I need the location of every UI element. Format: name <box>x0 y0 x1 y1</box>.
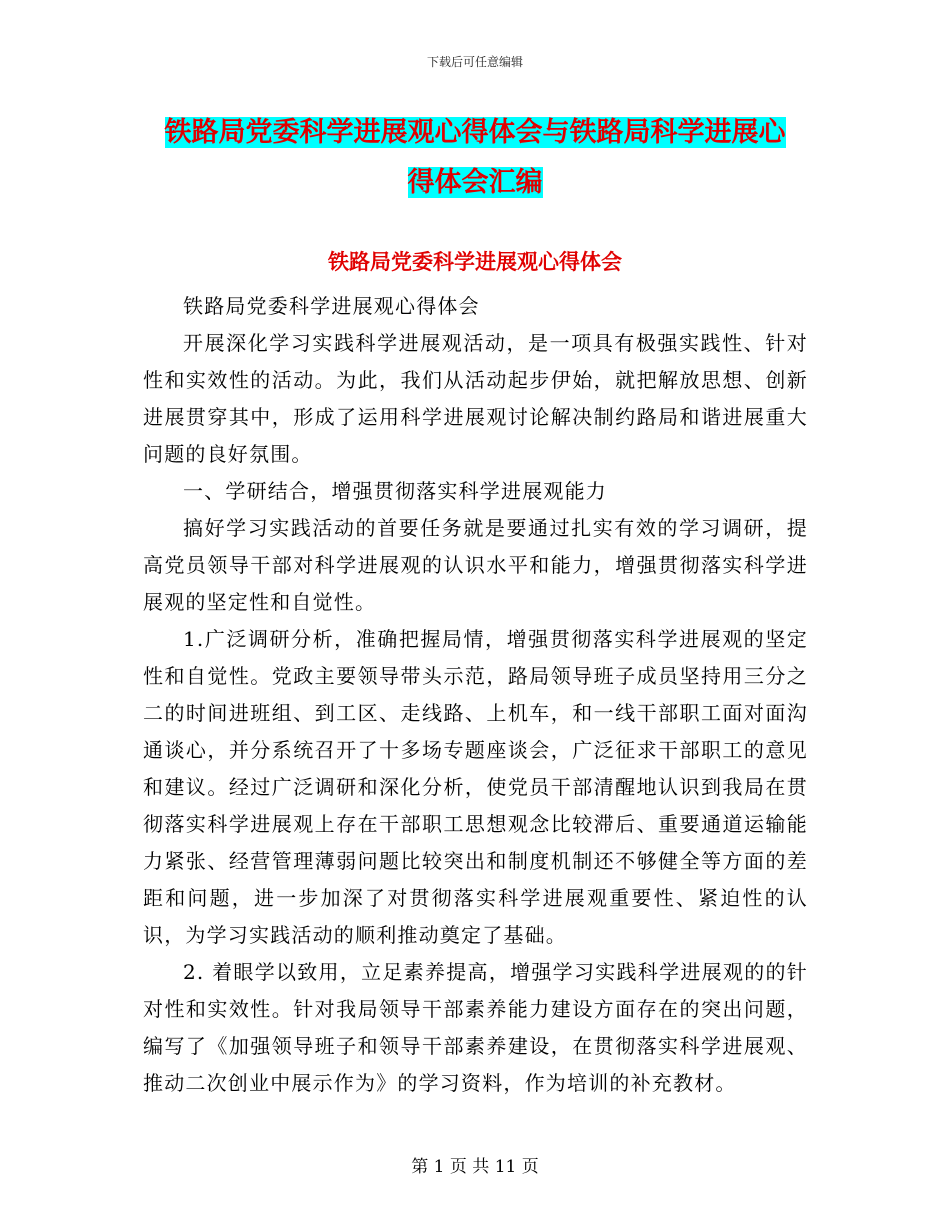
paragraph: 搞好学习实践活动的首要任务就是要通过扎实有效的学习调研，提高党员领导干部对科学进展观的认识水平和能力，增强贯彻落实科学进展观的坚定性和自觉性。 <box>143 516 808 614</box>
body-text <box>143 288 808 1102</box>
main-title <box>140 108 810 208</box>
paragraph: 开展深化学习实践科学进展观活动，是一项具有极强实践性、针对性和实效性的活动。为此，我们从活动起步伊始，就把解放思想、创新进展贯穿其中，形成了运用科学进展观讨论解决制约路局和谐进展重大问题的良好氛围。 <box>143 331 808 466</box>
main-title-line2: 得体会汇编 <box>407 167 543 198</box>
page-footer: 第 1 页 共 11 页 <box>411 1157 539 1177</box>
paragraph: 1.广泛调研分析，准确把握局情，增强贯彻落实科学进展观的坚定性和自觉性。党政主要领导带头示范，路局领导班子成员坚持用三分之二的时间进班组、到工区、走线路、上机车，和一线干部职工面对面沟通谈心，并分系统召开了十多场专题座谈会，广泛征求干部职工的意见和建议。经过广泛调研和深化分析，使党员干部清醒地认识到我局在贯彻落实科学进展观上存在干部职工思想观念比较滞后、重要通道运输能力紧张、经营管理薄弱问题比较突出和制度机制还不够健全等方面的差距和问题，进一步加深了对贯彻落实科学进展观重要性、紧迫性的认识，为学习实践活动的顺利推动奠定了基础。 <box>143 627 808 947</box>
paragraph-heading: 一、学研结合，增强贯彻落实科学进展观能力 <box>183 479 607 503</box>
paragraph: 铁路局党委科学进展观心得体会 <box>183 294 480 318</box>
paragraph: 2. 着眼学以致用，立足素养提高，增强学习实践科学进展观的的针对性和实效性。针对我局领导干部素养能力建设方面存在的突出问题，编写了《加强领导班子和领导干部素养建设，在贯彻落实科学进展观、推动二次创业中展示作为》的学习资料，作为培训的补充教材。 <box>143 960 808 1095</box>
main-title-line1: 铁路局党委科学进展观心得体会与铁路局科学进展心 <box>164 117 786 148</box>
header-note: 下载后可任意编辑 <box>426 55 523 69</box>
section-title: 铁路局党委科学进展观心得体会 <box>328 249 622 274</box>
